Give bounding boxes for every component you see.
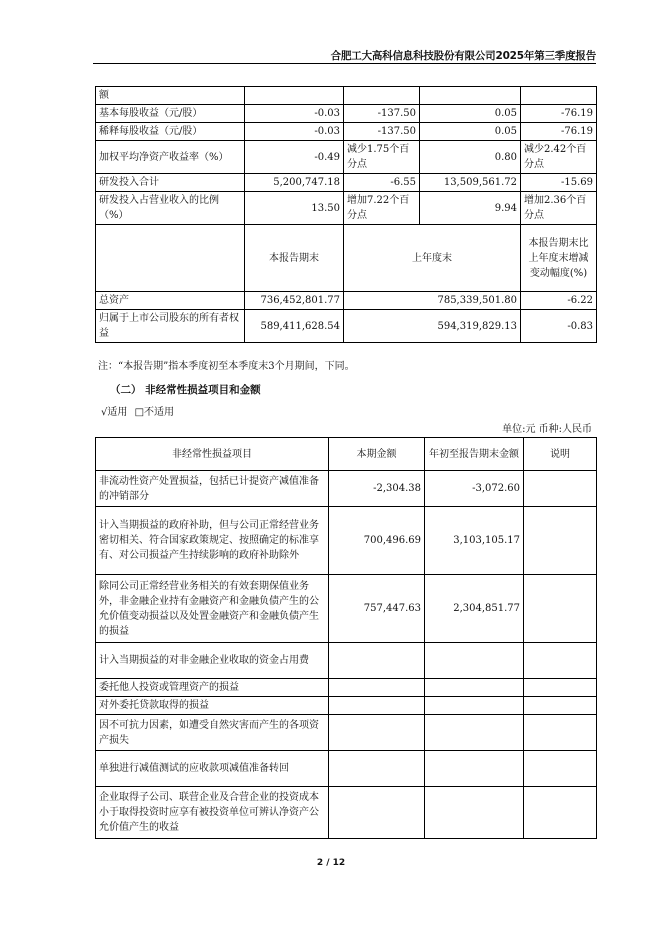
unit-label: 单位:元 币种:人民币	[502, 424, 592, 435]
table-row	[96, 643, 597, 679]
non-recurring-items-table	[95, 437, 597, 839]
cell	[524, 507, 597, 575]
cell	[524, 679, 597, 697]
cell: 13,509,561.72	[420, 174, 521, 192]
row-label: 研发投入占营业收入的比例（%）	[96, 192, 245, 225]
row-label: 稀释每股收益（元/股）	[96, 123, 245, 141]
applicable-checked: √适用	[101, 407, 128, 418]
cell: 2,304,851.77	[425, 575, 524, 643]
table-row	[96, 697, 597, 715]
cell: 13.50	[245, 192, 344, 225]
row-label: 研发投入合计	[96, 174, 245, 192]
applicability	[101, 403, 174, 418]
column-header: 上年度末	[344, 225, 521, 292]
cell	[524, 715, 597, 751]
table-row	[96, 192, 597, 225]
column-header: 本报告期末	[245, 225, 344, 292]
applicable-unchecked: □不适用	[134, 407, 175, 418]
cell	[329, 751, 425, 787]
table-row	[96, 174, 597, 192]
table-subheader-row	[96, 225, 597, 292]
cell: -137.50	[344, 105, 420, 123]
cell: -3,072.60	[425, 471, 524, 507]
cell	[524, 787, 597, 839]
item-label: 除同公司正常经营业务相关的有效套期保值业务外，非金融企业持有金融资产和金融负债产生的公允价值变动损益以及处置金融资产和金融负债产生的损益	[96, 575, 329, 643]
table-row	[96, 310, 597, 343]
cell	[425, 697, 524, 715]
cell: -0.83	[521, 310, 597, 343]
cell	[524, 471, 597, 507]
row-label: 加权平均净资产收益率（%）	[96, 141, 245, 174]
column-header: 本期金额	[329, 438, 425, 471]
item-label: 单独进行减值测试的应收款项减值准备转回	[96, 751, 329, 787]
cell: -0.03	[245, 123, 344, 141]
row-label: 额	[96, 87, 245, 105]
cell: -2,304.38	[329, 471, 425, 507]
cell: -15.69	[521, 174, 597, 192]
cell: -76.19	[521, 123, 597, 141]
column-header: 本报告期末比上年度末增减变动幅度(%)	[521, 225, 597, 292]
cell	[425, 643, 524, 679]
item-label: 非流动性资产处置损益，包括已计提资产减值准备的冲销部分	[96, 471, 329, 507]
cell: 700,496.69	[329, 507, 425, 575]
item-label: 计入当期损益的政府补助，但与公司正常经营业务密切相关、符合国家政策规定、按照确定的标准享有、对公司损益产生持续影响的政府补助除外	[96, 507, 329, 575]
table-row	[96, 471, 597, 507]
cell	[425, 751, 524, 787]
cell: 0.05	[420, 123, 521, 141]
table-row	[96, 141, 597, 174]
table-row	[96, 123, 597, 141]
column-header: 年初至报告期末金额	[425, 438, 524, 471]
cell	[329, 643, 425, 679]
cell: 0.05	[420, 105, 521, 123]
item-label: 因不可抗力因素，如遭受自然灾害而产生的各项资产损失	[96, 715, 329, 751]
cell: -6.55	[344, 174, 420, 192]
cell: 785,339,501.80	[344, 292, 521, 310]
table-row	[96, 507, 597, 575]
cell: 0.80	[420, 141, 521, 174]
column-header: 说明	[524, 438, 597, 471]
cell: 594,319,829.13	[344, 310, 521, 343]
table-row	[96, 787, 597, 839]
row-label: 归属于上市公司股东的所有者权益	[96, 310, 245, 343]
cell: -76.19	[521, 105, 597, 123]
cell: 减少1.75个百分点	[344, 141, 420, 174]
cell	[524, 575, 597, 643]
cell: 3,103,105.17	[425, 507, 524, 575]
item-label: 对外委托贷款取得的损益	[96, 697, 329, 715]
report-header: 合肥工大高科信息科技股份有限公司2025年第三季度报告	[330, 50, 596, 62]
cell: 增加2.36个百分点	[521, 192, 597, 225]
cell	[329, 787, 425, 839]
cell	[524, 751, 597, 787]
row-label: 总资产	[96, 292, 245, 310]
table-row	[96, 751, 597, 787]
cell: 增加7.22个百分点	[344, 192, 420, 225]
header-divider	[93, 63, 596, 64]
cell	[425, 715, 524, 751]
cell: 5,200,747.18	[245, 174, 344, 192]
row-label: 基本每股收益（元/股）	[96, 105, 245, 123]
cell: -6.22	[521, 292, 597, 310]
cell: -0.49	[245, 141, 344, 174]
cell: -137.50	[344, 123, 420, 141]
financial-indicators-table	[95, 86, 597, 343]
item-label: 企业取得子公司、联营企业及合营企业的投资成本小于取得投资时应享有被投资单位可辨认净资产公允价值产生的收益	[96, 787, 329, 839]
cell	[425, 787, 524, 839]
cell: 757,447.63	[329, 575, 425, 643]
table-row	[96, 715, 597, 751]
page-number: 2 / 12	[316, 858, 346, 868]
cell	[524, 643, 597, 679]
cell	[329, 715, 425, 751]
cell: 736,452,801.77	[245, 292, 344, 310]
cell	[329, 697, 425, 715]
cell	[425, 679, 524, 697]
table-header-row	[96, 438, 597, 471]
table-row	[96, 679, 597, 697]
item-label: 计入当期损益的对非金融企业收取的资金占用费	[96, 643, 329, 679]
cell	[524, 697, 597, 715]
cell: 减少2.42个百分点	[521, 141, 597, 174]
table-row	[96, 105, 597, 123]
cell	[329, 679, 425, 697]
table-row	[96, 575, 597, 643]
footnote: 注：“本报告期”指本季度初至本季度末3个月期间，下同。	[98, 361, 355, 372]
column-header: 非经常性损益项目	[96, 438, 329, 471]
section-title: （二） 非经常性损益项目和金额	[110, 384, 261, 396]
cell: 589,411,628.54	[245, 310, 344, 343]
item-label: 委托他人投资或管理资产的损益	[96, 679, 329, 697]
table-row	[96, 292, 597, 310]
cell: -0.03	[245, 105, 344, 123]
table-row	[96, 87, 597, 105]
cell: 9.94	[420, 192, 521, 225]
